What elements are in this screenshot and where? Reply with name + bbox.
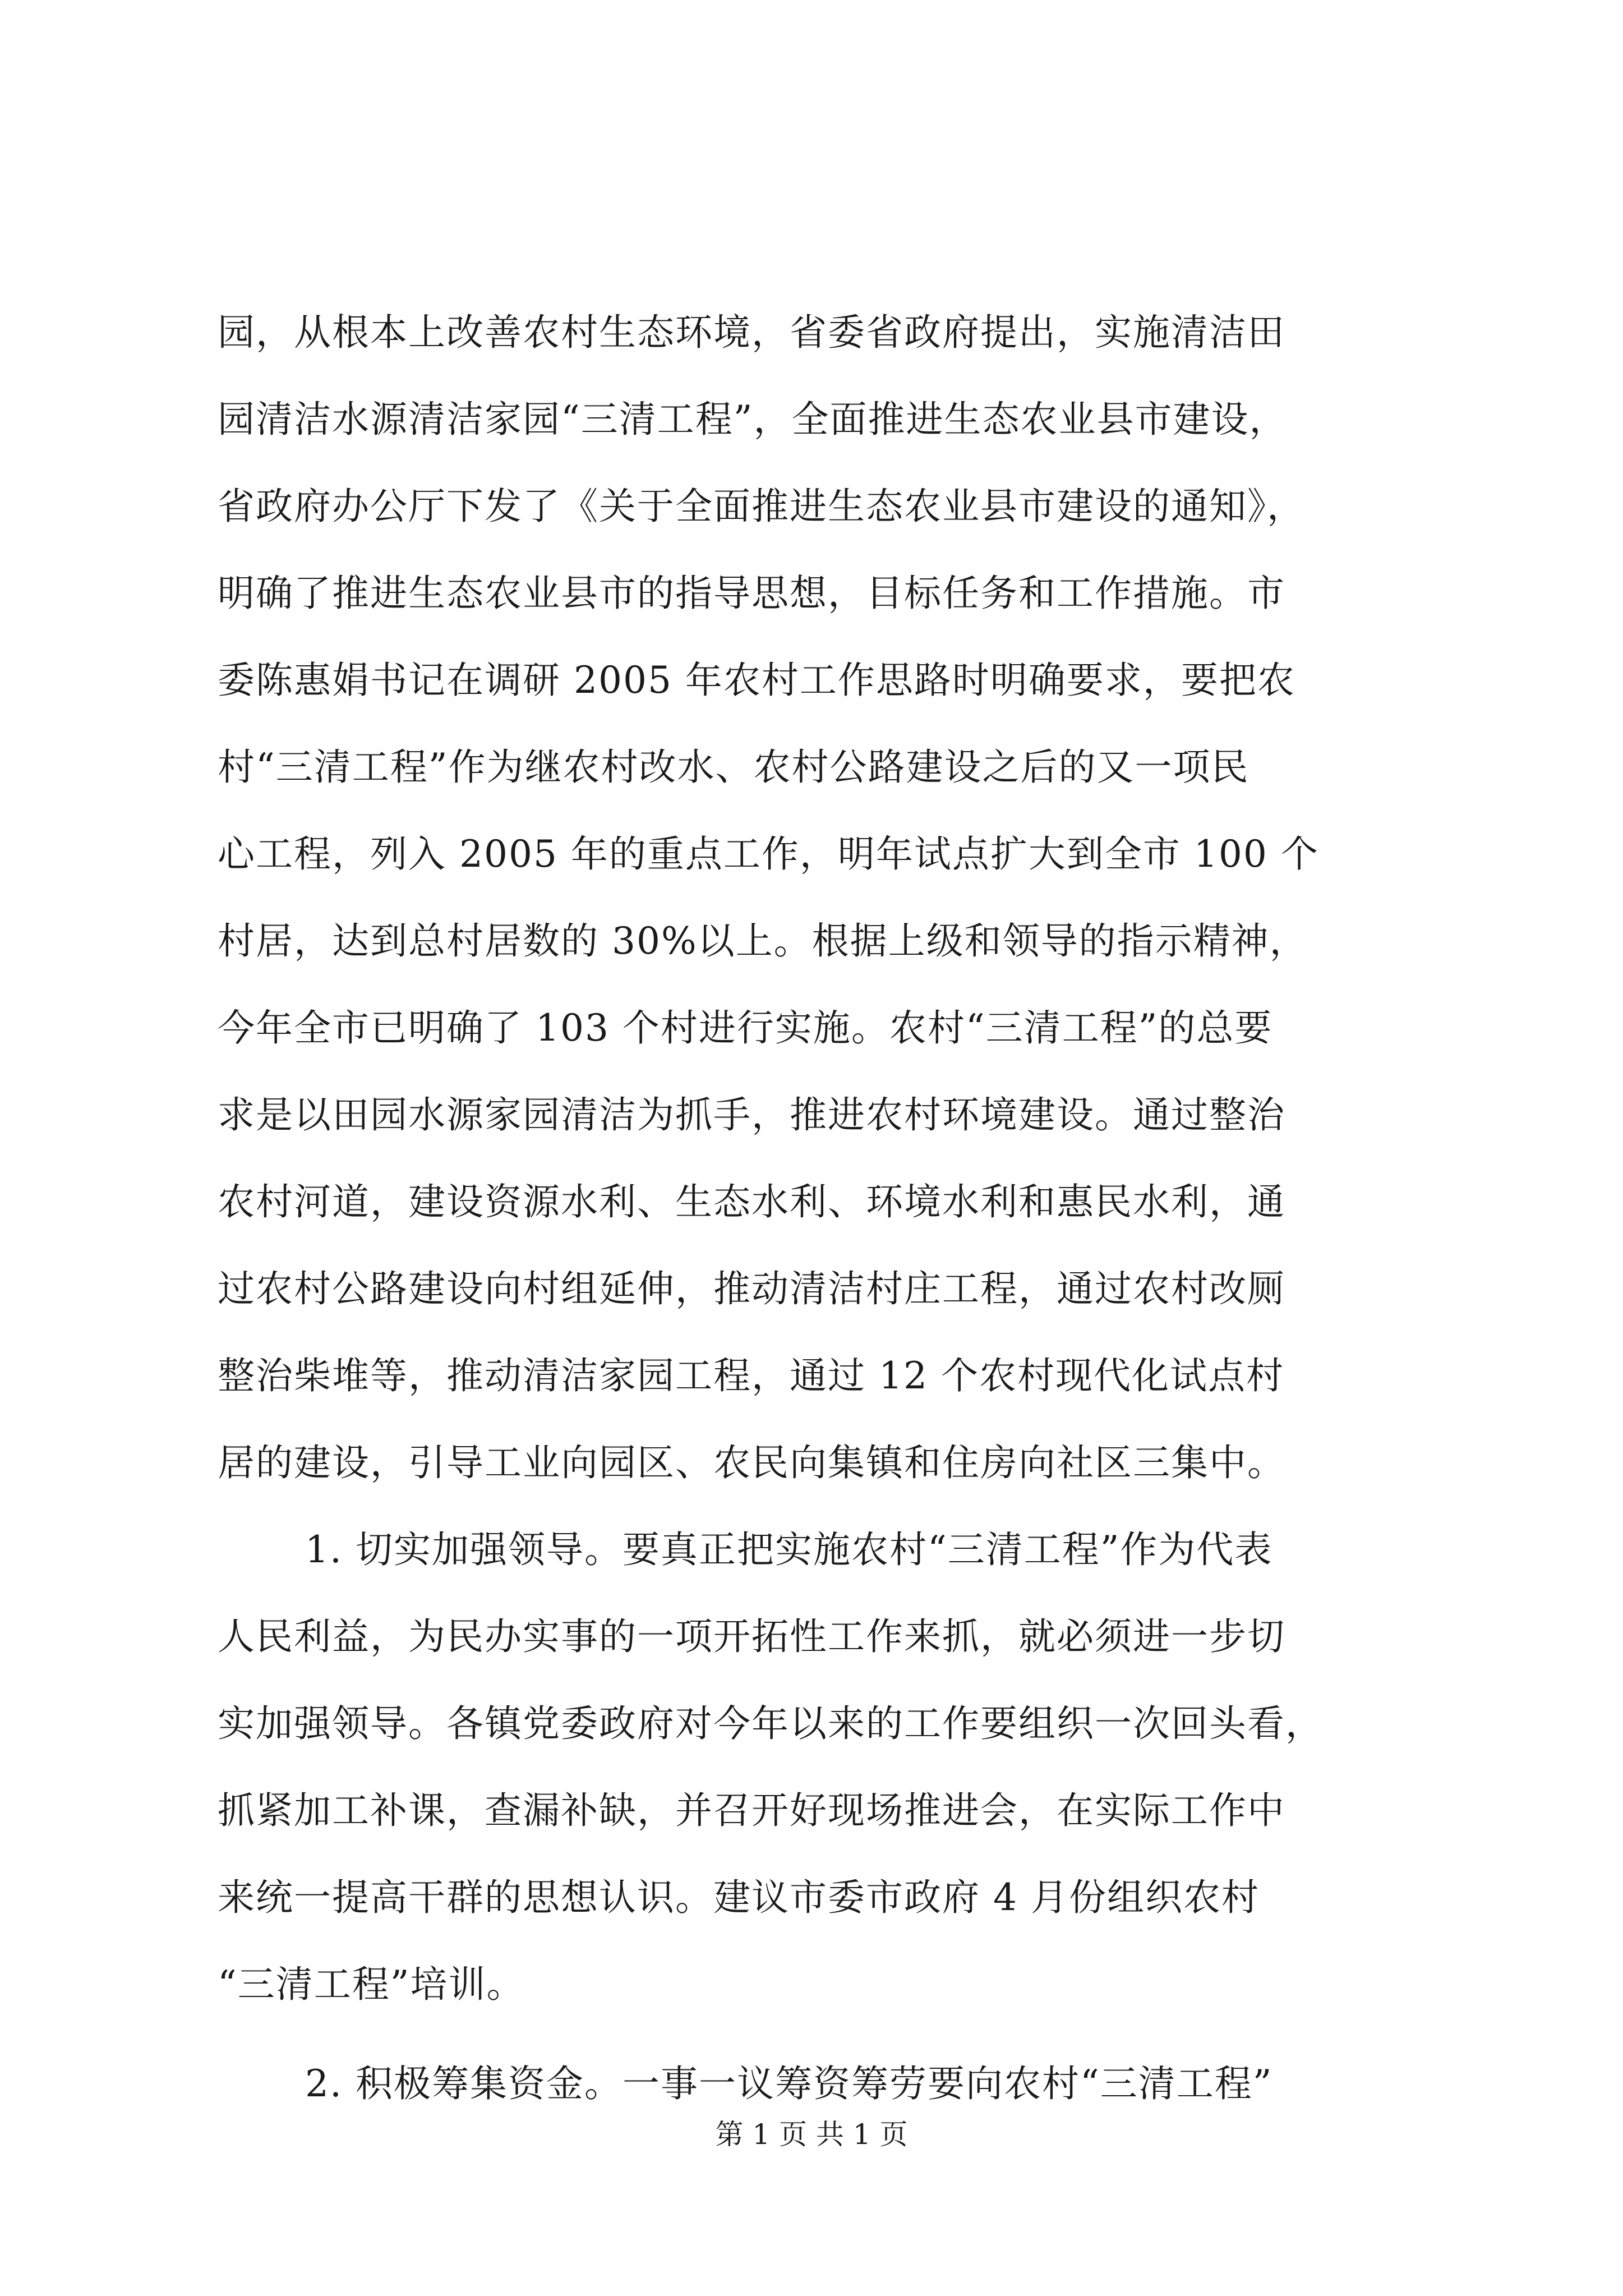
text-line: 2. 积极筹集资金。一事一议筹资筹劳要向农村“三清工程” [305,2062,1273,2105]
text-line: 明确了推进生态农业县市的指导思想，目标任务和工作措施。市 [218,572,1285,615]
text-line: 农村河道，建设资源水利、生态水利、环境水利和惠民水利，通 [218,1180,1285,1223]
text-line: 心工程，列入 2005 年的重点工作，明年试点扩大到全市 100 个 [218,832,1319,876]
text-line: 求是以田园水源家园清洁为抓手，推进农村环境建设。通过整治 [218,1093,1285,1137]
text-line: 实加强领导。各镇党委政府对今年以来的工作要组织一次回头看， [218,1702,1324,1745]
body-text [218,289,1437,2127]
text-line: 村“三清工程”作为继农村改水、农村公路建设之后的又一项民 [218,746,1249,789]
text-line: “三清工程”培训。 [218,1963,525,2006]
text-line: 今年全市已明确了 103 个村进行实施。农村“三清工程”的总要 [218,1006,1273,1050]
text-line: 省政府办公厅下发了《关于全面推进生态农业县市建设的通知》， [218,485,1305,528]
text-line: 1. 切实加强领导。要真正把实施农村“三清工程”作为代表 [305,1528,1273,1571]
page-footer: 第 1 页 共 1 页 [715,2118,908,2151]
text-line: 过农村公路建设向村组延伸，推动清洁村庄工程，通过农村改厕 [218,1267,1285,1310]
text-line: 抓紧加工补课，查漏补缺，并召开好现场推进会，在实际工作中 [218,1789,1285,1832]
text-line: 来统一提高干群的思想认识。建议市委市政府 4 月份组织农村 [218,1876,1260,1919]
text-line: 园清洁水源清洁家园“三清工程”，全面推进生态农业县市建设， [218,398,1288,441]
text-line: 人民利益，为民办实事的一项开拓性工作来抓，就必须进一步切 [218,1615,1285,1658]
text-line: 居的建设，引导工业向园区、农民向集镇和住房向社区三集中。 [218,1441,1285,1484]
text-line: 整治柴堆等，推动清洁家园工程，通过 12 个农村现代化试点村 [218,1354,1284,1397]
text-line: 村居，达到总村居数的 30%以上。根据上级和领导的指示精神， [218,919,1308,963]
text-line: 委陈惠娟书记在调研 2005 年农村工作思路时明确要求，要把农 [218,659,1295,702]
text-line: 园，从根本上改善农村生态环境，省委省政府提出，实施清洁田 [218,311,1285,354]
